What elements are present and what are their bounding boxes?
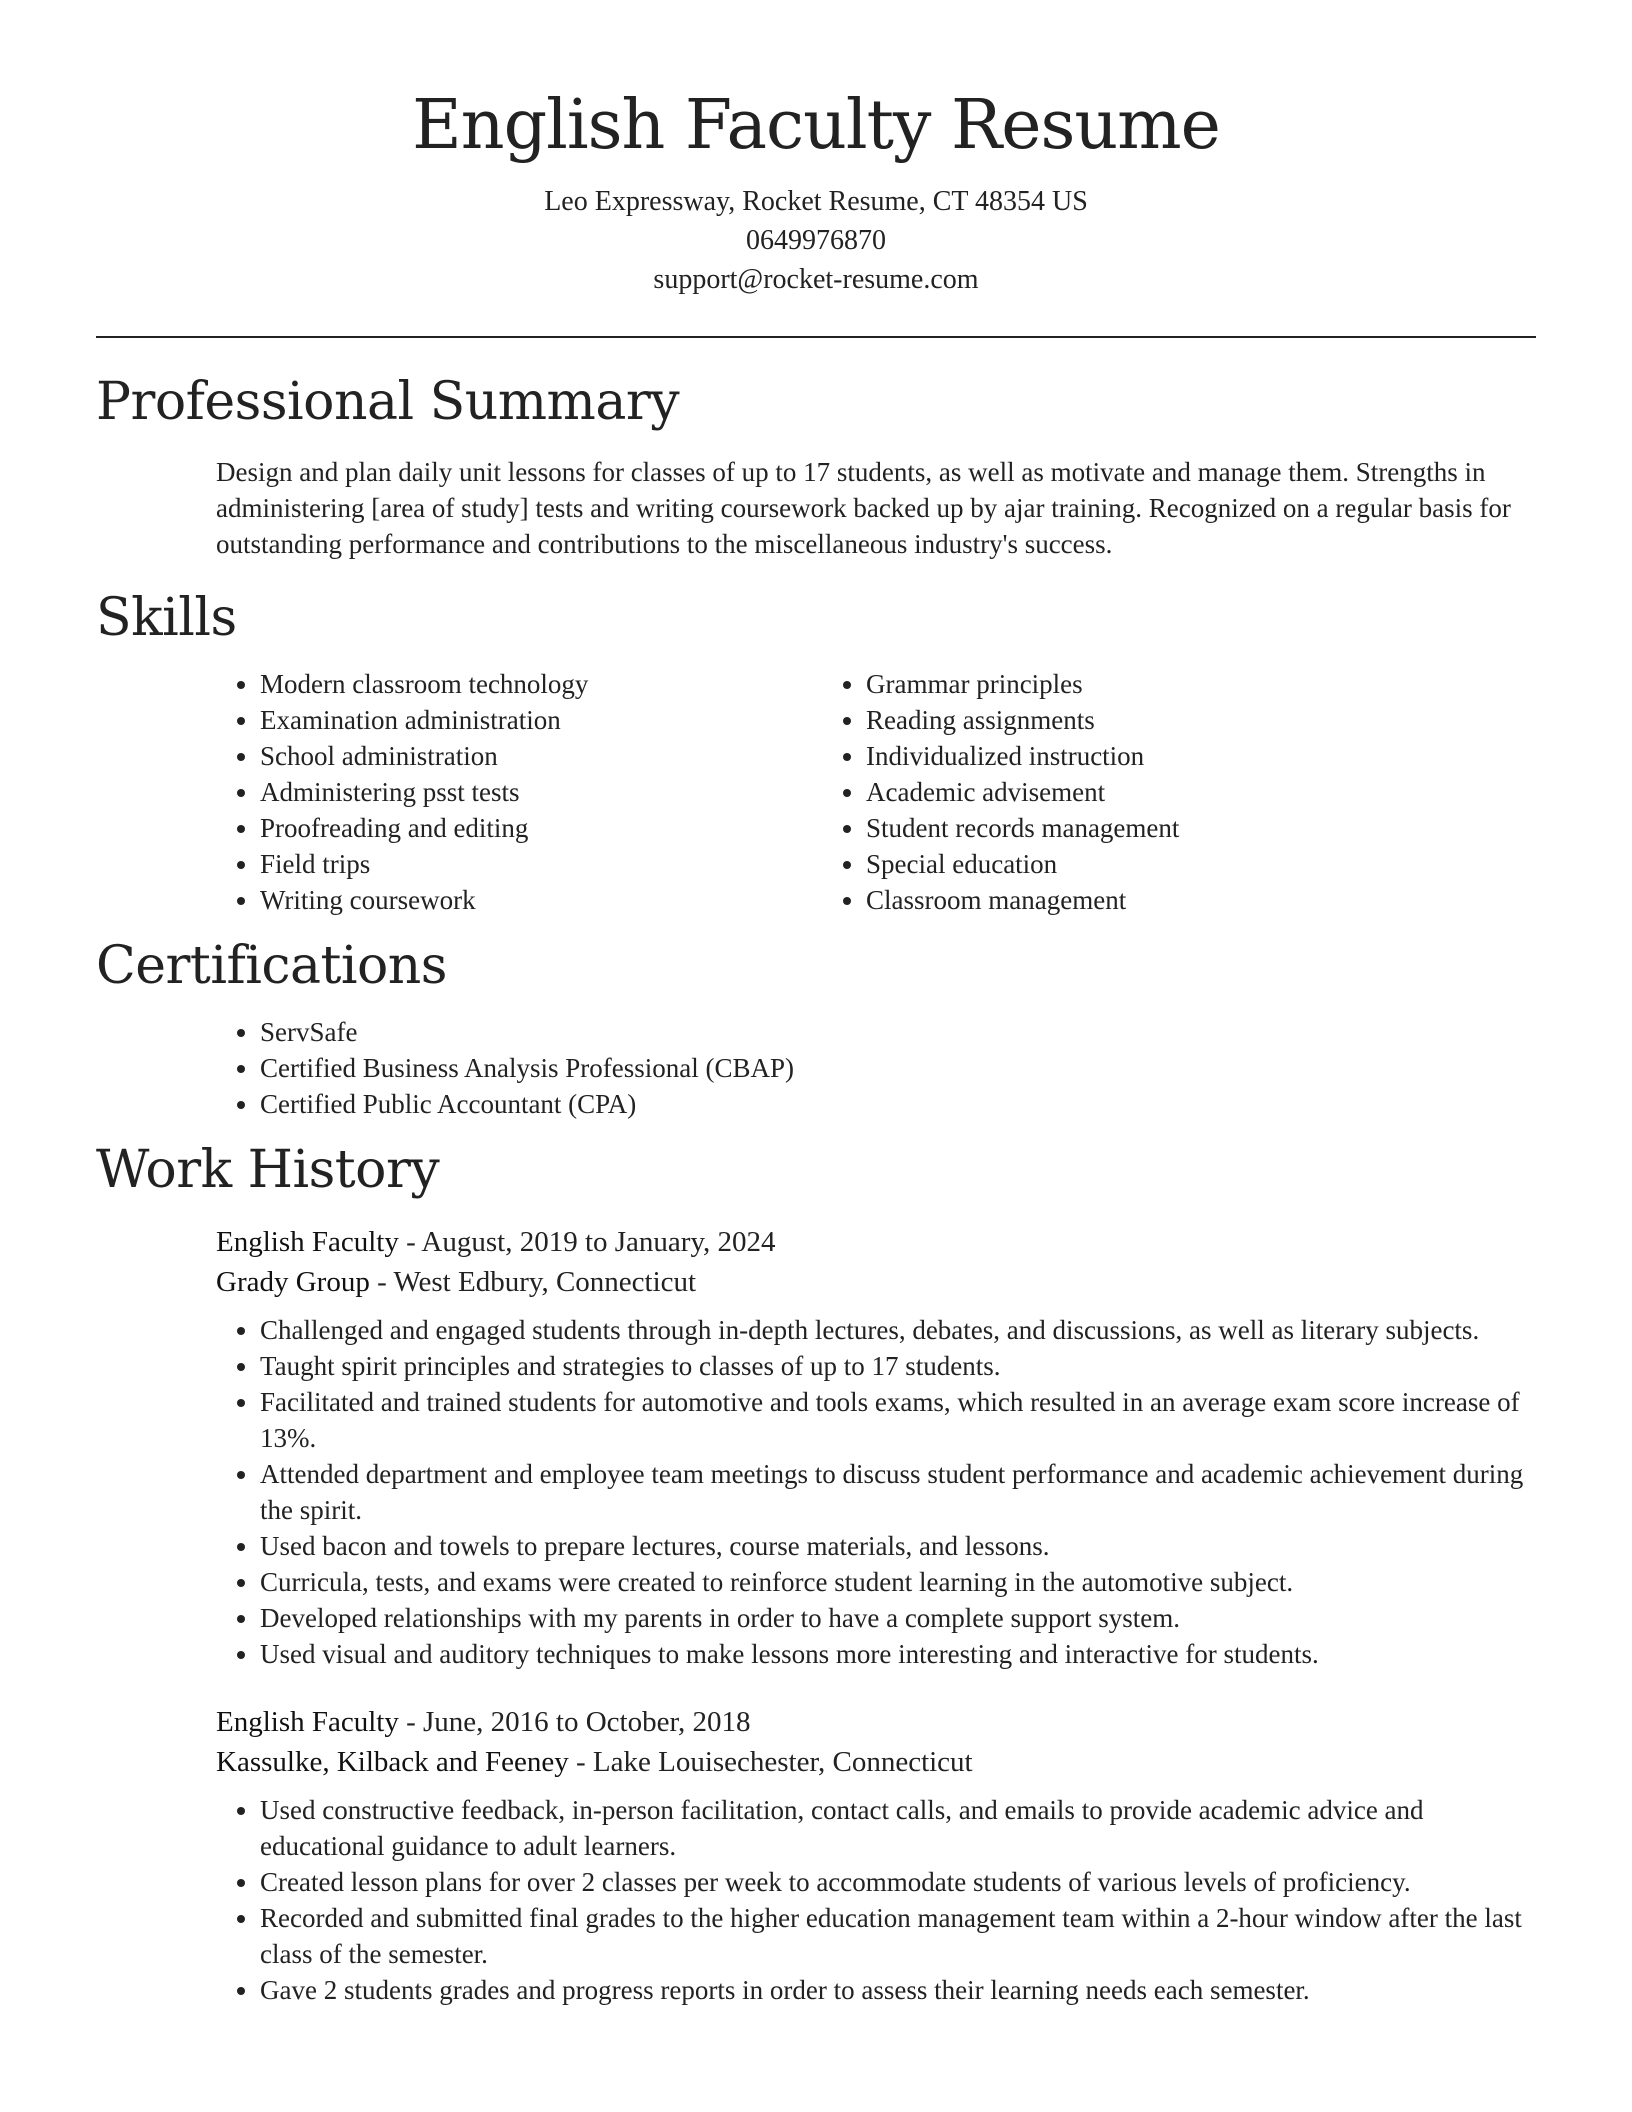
skills-list xyxy=(216,666,1536,918)
skills-column-left xyxy=(216,666,822,918)
contact-phone: 0649976870 xyxy=(746,225,886,256)
job-entry xyxy=(216,1222,1536,1672)
job-duty-item: • Facilitated and trained students for automotive and tools exams, which resulted in an average exam score increase of 13%. xyxy=(260,1384,1536,1456)
job-duties xyxy=(216,1312,1536,1672)
certification-item: • ServSafe xyxy=(260,1014,1536,1050)
job-title: English Faculty xyxy=(216,1706,399,1738)
summary-text: Design and plan daily unit lessons for classes of up to 17 students, as well as motivate and manage them. Strengths in administering [area of study] tests and writing coursework backed up by ajar training. Recognized on a regular basis for outstanding performance and contributions to the miscellaneous industry's success. xyxy=(216,457,1511,559)
contact-info xyxy=(96,182,1536,299)
header-divider xyxy=(96,336,1536,338)
skill-item: • Student records management xyxy=(866,810,1536,846)
certifications-heading: Certifications xyxy=(96,936,447,996)
job-duty-item: • Curricula, tests, and exams were created to reinforce student learning in the automotive subject. xyxy=(260,1564,1536,1600)
skill-item: • Special education xyxy=(866,846,1536,882)
certification-item: • Certified Business Analysis Professional (CBAP) xyxy=(260,1050,1536,1086)
skill-item: • Field trips xyxy=(260,846,822,882)
skill-item: • Individualized instruction xyxy=(866,738,1536,774)
job-duty-item: • Developed relationships with my parents in order to have a complete support system. xyxy=(260,1600,1536,1636)
summary-heading: Professional Summary xyxy=(96,372,680,432)
job-duty-item: • Created lesson plans for over 2 classes per week to accommodate students of various levels of proficiency. xyxy=(260,1864,1536,1900)
skill-item: • Examination administration xyxy=(260,702,822,738)
skill-item: • Proofreading and editing xyxy=(260,810,822,846)
job-duty-item: • Recorded and submitted final grades to the higher education management team within a 2-hour window after the last class of the semester. xyxy=(260,1900,1536,1972)
skill-item: • School administration xyxy=(260,738,822,774)
skill-item: • Administering psst tests xyxy=(260,774,822,810)
certifications-list xyxy=(216,1014,1536,1122)
job-company-line xyxy=(216,1262,1536,1302)
job-company-line xyxy=(216,1742,1536,1782)
skill-item: • Writing coursework xyxy=(260,882,822,918)
job-entry xyxy=(216,1702,1536,2008)
skill-item: • Modern classroom technology xyxy=(260,666,822,702)
job-dates: - June, 2016 to October, 2018 xyxy=(398,1706,751,1738)
job-duty-item: • Challenged and engaged students through in-depth lectures, debates, and discussions, as well as literary subjects. xyxy=(260,1312,1536,1348)
job-duties xyxy=(216,1792,1536,2008)
contact-email: support@rocket-resume.com xyxy=(653,264,979,295)
job-title: English Faculty xyxy=(216,1226,399,1258)
job-duty-item: • Used visual and auditory techniques to make lessons more interesting and interactive for students. xyxy=(260,1636,1536,1672)
job-company: Grady Group xyxy=(216,1266,370,1298)
job-duty-item: • Gave 2 students grades and progress reports in order to assess their learning needs each semester. xyxy=(260,1972,1536,2008)
skills-column-right xyxy=(822,666,1536,918)
job-location: - Lake Louisechester, Connecticut xyxy=(568,1746,973,1778)
contact-address: Leo Expressway, Rocket Resume, CT 48354 US xyxy=(544,186,1088,217)
job-company: Kassulke, Kilback and Feeney xyxy=(216,1746,569,1778)
certification-item: • Certified Public Accountant (CPA) xyxy=(260,1086,1536,1122)
job-location: - West Edbury, Connecticut xyxy=(369,1266,697,1298)
resume-title: English Faculty Resume xyxy=(412,86,1220,165)
job-duty-item: • Taught spirit principles and strategies to classes of up to 17 students. xyxy=(260,1348,1536,1384)
job-dates: - August, 2019 to January, 2024 xyxy=(398,1226,776,1258)
job-duty-item: • Used constructive feedback, in-person facilitation, contact calls, and emails to provide academic advice and educational guidance to adult learners. xyxy=(260,1792,1536,1864)
skill-item: • Classroom management xyxy=(866,882,1536,918)
skills-heading: Skills xyxy=(96,588,237,648)
job-title-line xyxy=(216,1222,1536,1262)
work-history-heading: Work History xyxy=(96,1140,440,1200)
job-duty-item: • Used bacon and towels to prepare lectures, course materials, and lessons. xyxy=(260,1528,1536,1564)
job-duty-item: • Attended department and employee team meetings to discuss student performance and academic achievement during the spirit. xyxy=(260,1456,1536,1528)
resume-header xyxy=(96,84,1536,299)
job-title-line xyxy=(216,1702,1536,1742)
skill-item: • Reading assignments xyxy=(866,702,1536,738)
skill-item: • Grammar principles xyxy=(866,666,1536,702)
skill-item: • Academic advisement xyxy=(866,774,1536,810)
